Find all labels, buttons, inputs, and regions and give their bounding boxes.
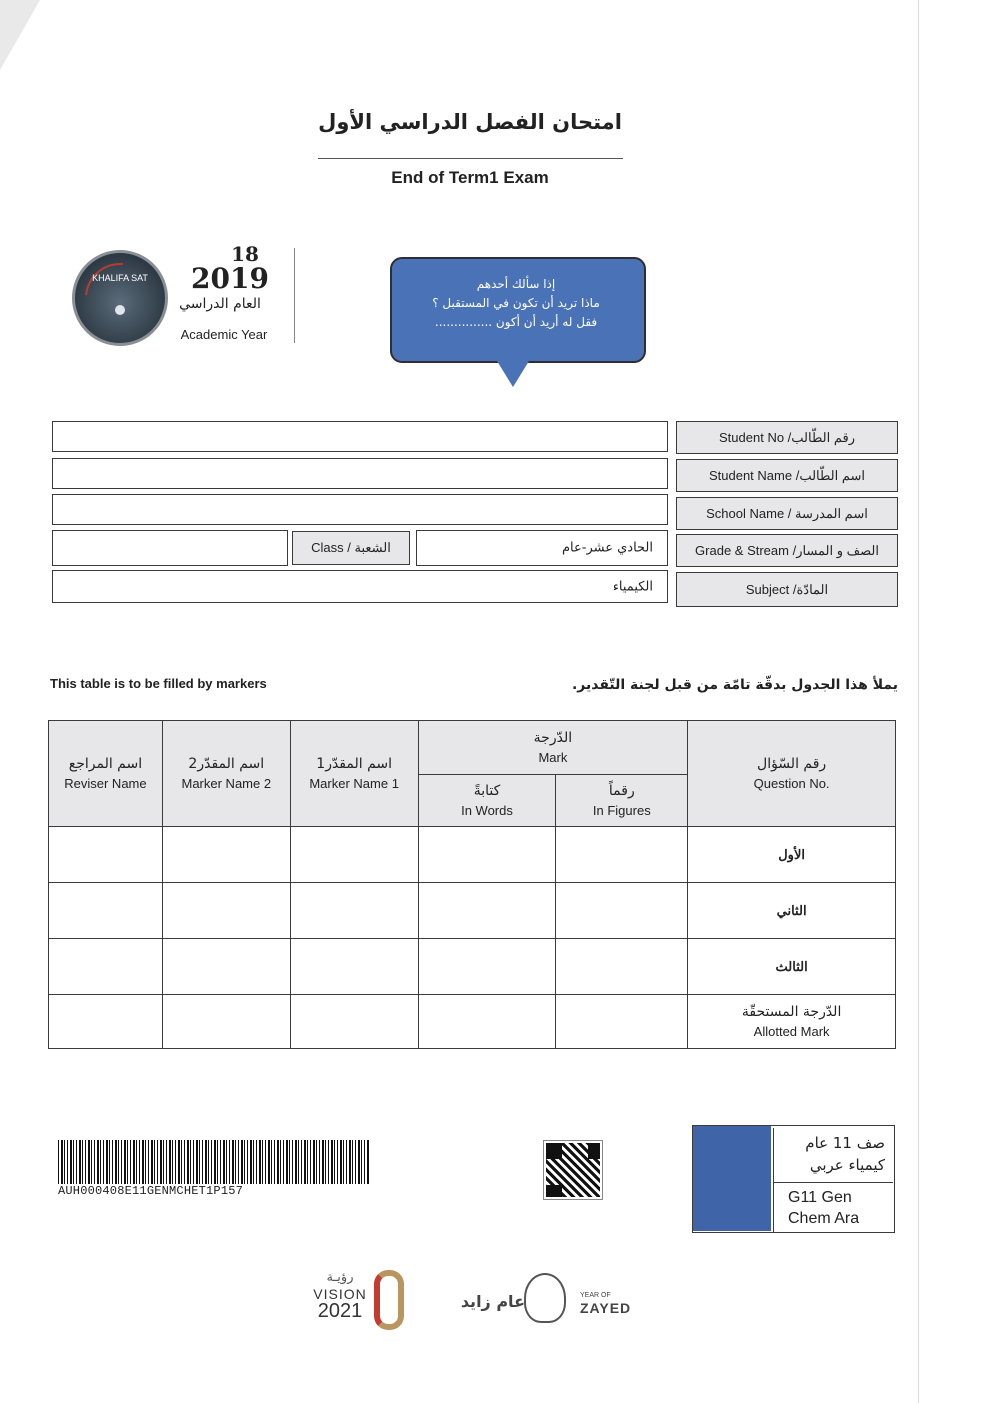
markers-note-arabic: يملأ هذا الجدول بدقّة تامّة من قبل لجنة التّقدير. [571, 677, 898, 693]
reviser-cell[interactable] [49, 995, 163, 1049]
reviser-name-ar: اسم المراجع [68, 756, 143, 772]
in-figures-cell[interactable] [556, 827, 688, 883]
in-figures-en: In Figures [592, 803, 651, 818]
class-field[interactable] [52, 530, 288, 566]
marker1-name-ar: اسم المقدّر1 [316, 756, 393, 772]
student-name-field[interactable] [52, 458, 668, 489]
marker2-cell[interactable] [162, 827, 290, 883]
bubble-line-3: فقل له أريد أن أكون ............... [434, 315, 598, 329]
qr-code-icon [544, 1141, 602, 1199]
reviser-cell[interactable] [49, 883, 163, 939]
bubble-line-2: ماذا تريد أن تكون في المستقبل ؟ [432, 296, 600, 310]
marker2-cell[interactable] [162, 883, 290, 939]
in-words-cell[interactable] [418, 939, 556, 995]
barcode-text: AUH000408E11GENMCHET1P157 [58, 1184, 244, 1198]
question-label: الثالث [688, 939, 896, 995]
marker2-name-ar: اسم المقدّر2 [188, 756, 265, 772]
marker2-cell[interactable] [162, 995, 290, 1049]
exam-title-english: End of Term1 Exam [391, 168, 549, 187]
marker1-cell[interactable] [290, 827, 418, 883]
marker2-cell[interactable] [162, 939, 290, 995]
subject-value: الكيمياء [612, 579, 653, 594]
school-name-label: School Name / اسم المدرسة [676, 497, 898, 530]
exam-code-ar-line1: صف 11 عام [805, 1134, 885, 1152]
mark-en: Mark [538, 750, 568, 765]
in-words-en: In Words [461, 803, 513, 818]
reviser-name-header [49, 721, 163, 827]
in-figures-cell[interactable] [556, 939, 688, 995]
page-corner-fold [0, 0, 40, 70]
academic-year-label-en: Academic Year [180, 327, 268, 342]
school-name-field[interactable] [52, 494, 668, 525]
speech-bubble-text [402, 275, 630, 332]
table-row [49, 883, 896, 939]
marks-table [48, 720, 896, 1049]
bubble-line-1: إذا سألك أحدهم [476, 277, 556, 291]
in-words-cell[interactable] [418, 883, 556, 939]
marker2-name-en: Marker Name 2 [181, 776, 272, 791]
allotted-row [49, 995, 896, 1049]
academic-year-divider [294, 248, 295, 343]
question-no-ar: رقم السّؤال [757, 756, 827, 772]
academic-year-label-ar: العام الدراسي [179, 296, 261, 312]
allotted-mark-ar: الدّرجة المستحقّة [741, 1004, 842, 1020]
speech-bubble [390, 257, 646, 363]
class-label: Class / الشعبة [292, 531, 410, 565]
question-label: الأول [688, 827, 896, 883]
table-row [49, 939, 896, 995]
title-divider [318, 158, 623, 159]
reviser-cell[interactable] [49, 827, 163, 883]
zayed-portrait-icon [524, 1273, 566, 1323]
exam-code-ar-line2: كيمياء عربي [809, 1156, 885, 1174]
student-no-field[interactable] [52, 421, 668, 452]
in-words-header [418, 775, 556, 827]
in-words-cell[interactable] [418, 995, 556, 1049]
reviser-name-en: Reviser Name [64, 776, 147, 791]
year-of-label: YEAR OF [580, 1292, 611, 1299]
grade-stream-label: Grade & Stream /الصف و المسار [676, 534, 898, 567]
exam-code-box [692, 1125, 895, 1233]
marks-header-row [49, 721, 896, 775]
subject-label: Subject /المادّة [676, 572, 898, 607]
mark-ar: الدّرجة [533, 730, 573, 746]
exam-title-arabic: امتحان الفصل الدراسي الأول [318, 110, 622, 134]
in-figures-cell[interactable] [556, 883, 688, 939]
speech-bubble-tail [497, 361, 529, 387]
academic-year-end: 2019 [191, 262, 269, 295]
question-no-header [688, 721, 896, 827]
student-no-label: Student No /رقم الطّالب [676, 421, 898, 454]
exam-code-en-line1: G11 Gen [788, 1189, 852, 1206]
grade-stream-value: الحادي عشر-عام [561, 540, 653, 556]
zayed-label: ZAYED [580, 1300, 632, 1316]
marker1-name-en: Marker Name 1 [309, 776, 399, 791]
logo-text: KHALIFA SAT [92, 273, 148, 283]
logo-satellite-icon [115, 305, 125, 315]
academic-year-start: 18 [231, 242, 259, 266]
in-figures-cell[interactable] [556, 995, 688, 1049]
allotted-mark-label [688, 995, 896, 1049]
page-edge [918, 0, 919, 1403]
marker2-name-header [162, 721, 290, 827]
marker1-cell[interactable] [290, 883, 418, 939]
mark-header [418, 721, 688, 775]
vision-label-ar: رؤيـة [326, 1270, 354, 1285]
exam-color-swatch [693, 1126, 771, 1231]
vision-year: 2021 [317, 1300, 363, 1322]
table-row [49, 827, 896, 883]
year-of-zayed-ar: عام زايد [460, 1292, 525, 1311]
markers-note-english: This table is to be filled by markers [50, 676, 267, 691]
vision-emblem-icon [374, 1270, 404, 1330]
exam-code-en-line2: Chem Ara [788, 1210, 860, 1227]
marker1-name-header [290, 721, 418, 827]
exam-code-arabic [773, 1128, 893, 1182]
exam-code-english [773, 1182, 893, 1232]
question-no-en: Question No. [753, 776, 830, 791]
khalifa-sat-logo [72, 250, 168, 346]
barcode [58, 1140, 370, 1184]
grade-stream-field[interactable] [416, 530, 668, 566]
in-figures-ar: رقماً [608, 783, 635, 799]
in-words-ar: كتابةً [473, 783, 501, 799]
vision-label-en: VISION [313, 1286, 367, 1302]
logo-orbit-arc [72, 250, 168, 346]
question-label: الثاني [688, 883, 896, 939]
in-figures-header [556, 775, 688, 827]
reviser-cell[interactable] [49, 939, 163, 995]
marker1-cell[interactable] [290, 939, 418, 995]
marker1-cell[interactable] [290, 995, 418, 1049]
subject-field[interactable] [52, 570, 668, 603]
student-name-label: Student Name /اسم الطّالب [676, 459, 898, 492]
vision-2021-logo [306, 1270, 406, 1340]
allotted-mark-en: Allotted Mark [753, 1024, 830, 1039]
in-words-cell[interactable] [418, 827, 556, 883]
